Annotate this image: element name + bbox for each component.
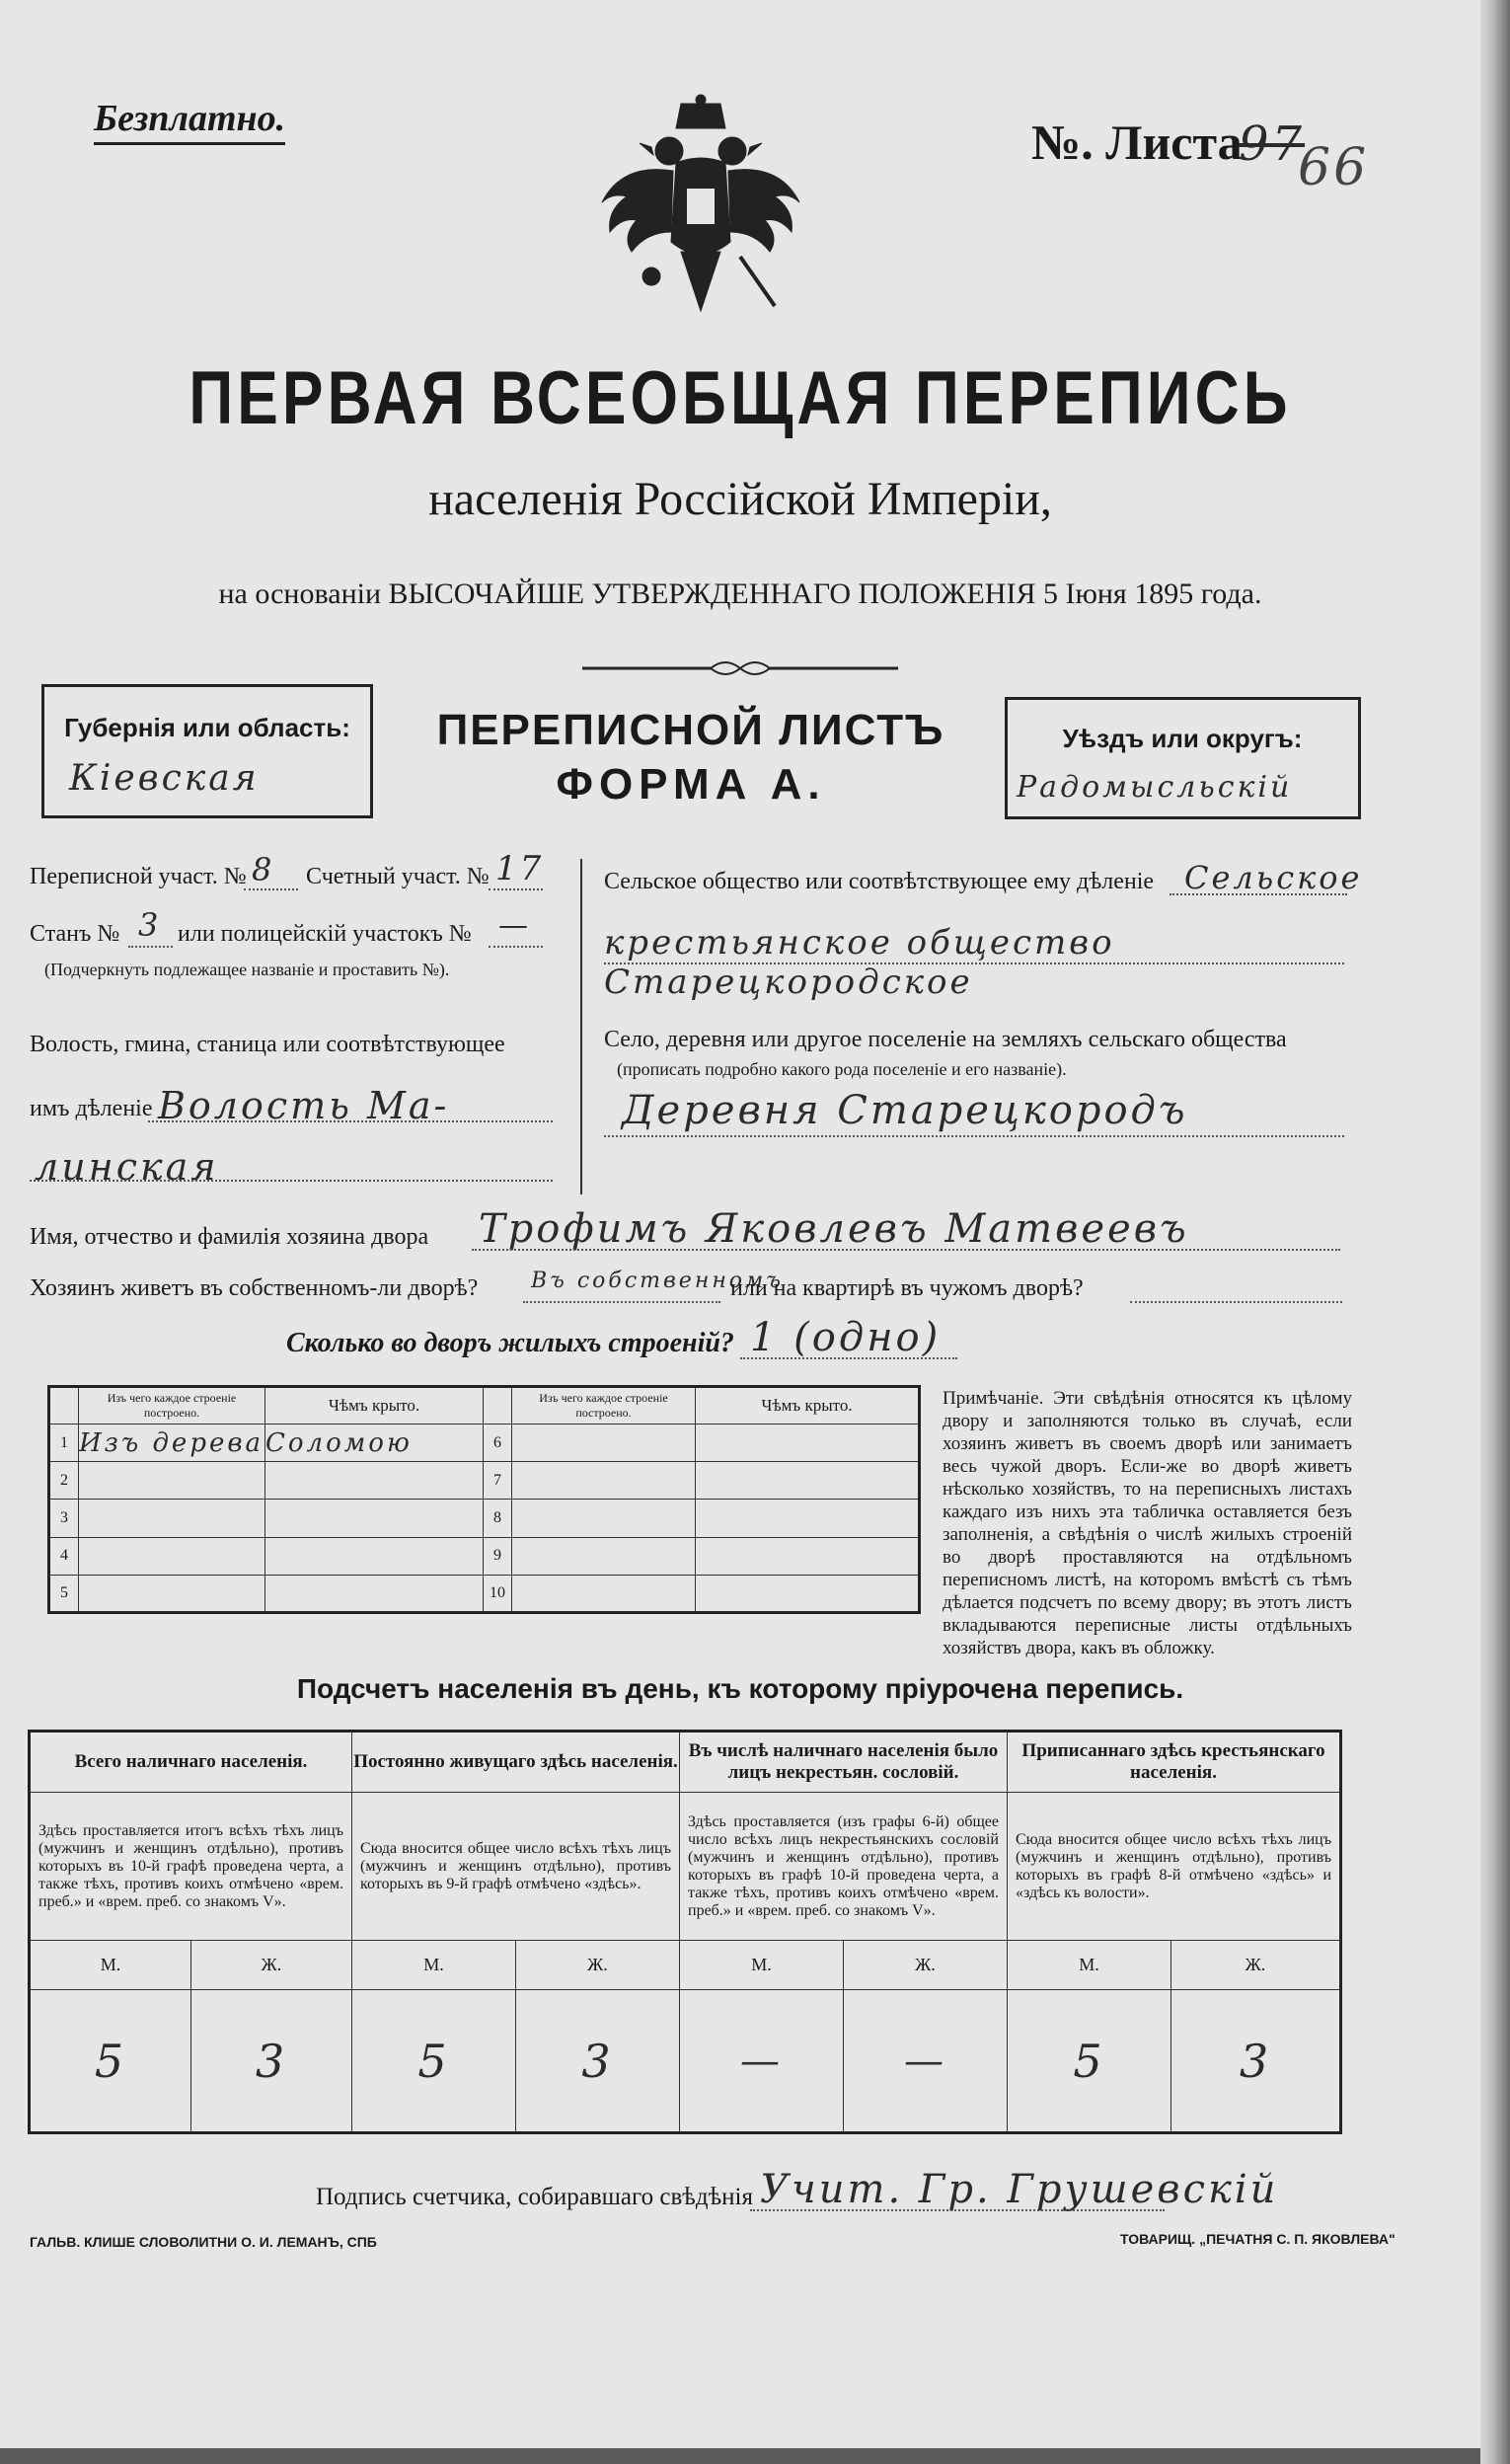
ornament-divider-icon <box>582 656 898 680</box>
male-count[interactable]: 5 <box>1008 1990 1171 2133</box>
male-header: М. <box>352 1941 516 1990</box>
female-header: Ж. <box>516 1941 680 1990</box>
table-row <box>49 1424 920 1462</box>
pop-col-desc: Сюда вносится общее число всѣхъ тѣхъ лицъ (мужчинъ и женщинъ отдѣльно), противъ которыхъ въ графѣ 8-й отмѣчено «здѣсь» и «здѣсь къ волости». <box>1008 1793 1341 1941</box>
sheet-number-label: №. Листа <box>1031 115 1243 170</box>
guberniya-value[interactable]: Кiевская <box>69 758 260 799</box>
volost-label-1: Волость, гмина, станица или соотвѣтствующее <box>30 1032 505 1057</box>
owner-label: Имя, отчество и фамилія хозяина двора <box>30 1224 429 1250</box>
male-count[interactable]: 5 <box>352 1990 516 2133</box>
fill-line <box>472 1249 1340 1251</box>
volost-value-1[interactable]: Волость Ма- <box>158 1084 450 1127</box>
material-cell[interactable] <box>79 1537 265 1575</box>
owner-value[interactable]: Трофимъ Яковлевъ Матвеевъ <box>479 1206 1189 1252</box>
table-header-roof: Чѣмъ крыто. <box>265 1387 484 1424</box>
female-count[interactable]: 3 <box>516 1990 680 2133</box>
roof-cell[interactable] <box>696 1575 920 1612</box>
pop-col-head: Приписаннаго здѣсь крестьянскаго населенія. <box>1008 1732 1341 1793</box>
uchastok-value[interactable]: 8 <box>252 851 275 888</box>
stan-value[interactable]: 3 <box>138 906 162 944</box>
fill-line <box>604 1135 1344 1137</box>
row-number: 2 <box>49 1462 79 1500</box>
page-edge <box>1480 0 1510 2464</box>
roof-cell[interactable] <box>696 1462 920 1500</box>
roof-cell[interactable] <box>265 1462 484 1500</box>
schetny-value[interactable]: 17 <box>495 849 545 888</box>
fill-line <box>523 1301 720 1303</box>
row-number: 9 <box>484 1537 512 1575</box>
roof-cell[interactable]: Соломою <box>265 1424 484 1462</box>
male-count[interactable]: 5 <box>30 1990 191 2133</box>
roof-cell[interactable] <box>265 1537 484 1575</box>
pop-col-desc: Здѣсь проставляется (изъ графы 6-й) общее число всѣхъ лицъ некрестьянскихъ сословій (мужчинъ и женщинъ отдѣльно), противъ которыхъ въ графѣ 10-й проведена черта, а также тѣхъ, противъ коихъ отмѣчено «врем. преб.» и «врем. преб. со знакомъ V». <box>680 1793 1008 1941</box>
roof-cell[interactable] <box>696 1424 920 1462</box>
buildings-value[interactable]: 1 (одно) <box>750 1315 942 1360</box>
table-row <box>49 1575 920 1612</box>
roof-cell[interactable] <box>265 1500 484 1537</box>
underline-note: (Подчеркнуть подлежащее названіе и проставить №). <box>44 960 450 979</box>
lives-label: Хозяинъ живетъ въ собственномъ-ли дворѣ? <box>30 1275 479 1301</box>
buildings-label: Сколько во дворъ жилыхъ строеній? <box>286 1328 734 1358</box>
population-title: Подсчетъ населенія въ день, къ которому пріурочена перепись. <box>296 1673 1184 1704</box>
police-label: или полицейскій участокъ № <box>178 921 472 947</box>
material-cell[interactable] <box>512 1537 696 1575</box>
pop-col-desc: Здѣсь проставляется итогъ всѣхъ тѣхъ лицъ (мужчинъ и женщинъ отдѣльно), противъ которыхъ въ 10-й графѣ проведена черта, а также тѣхъ, противъ коихъ отмѣчено «врем. преб.» и «врем. преб. со знакомъ V». <box>30 1793 352 1941</box>
selo-value[interactable]: Деревня Старецкородъ <box>622 1088 1188 1133</box>
material-cell[interactable]: Изъ дерева <box>79 1424 265 1462</box>
row-number: 1 <box>49 1424 79 1462</box>
material-cell[interactable] <box>512 1500 696 1537</box>
table-header-material: Изъ чего каждое строеніе построено. <box>512 1387 696 1424</box>
obshchestvo-value-1[interactable]: Сельское <box>1184 859 1363 896</box>
row-number: 6 <box>484 1424 512 1462</box>
table-header-num <box>49 1387 79 1424</box>
census-list-title: ПЕРЕПИСНОЙ ЛИСТЪ <box>436 706 945 754</box>
sheet-number-struck: 97 <box>1239 116 1306 172</box>
selo-label: Село, деревня или другое поселеніе на земляхъ сельскаго общества <box>604 1027 1287 1052</box>
uezd-value[interactable]: Радомысльскiй <box>1017 770 1293 805</box>
obshchestvo-value-2[interactable]: крестьянское общество Старецкородское <box>604 923 1115 1002</box>
table-row <box>49 1462 920 1500</box>
fill-line <box>1170 893 1347 895</box>
form-title: ФОРМА А. <box>556 760 826 808</box>
printer-right: ТОВАРИЩ. „ПЕЧАТНЯ С. П. ЯКОВЛЕВА" <box>1120 2231 1396 2247</box>
note-text: Примѣчаніе. Эти свѣдѣнія относятся къ цѣлому двору и заполняются только въ случаѣ, если хозяинъ живетъ въ своемъ дворѣ или занимаетъ весь чужой дворъ. Если-же во дворѣ живетъ нѣсколько хозяйствъ, то на переписныхъ листахъ каждаго изъ нихъ эта табличка оставляется безъ заполненія, а свѣдѣнія о числѣ жилыхъ строеній во дворѣ проставляются на отдѣльномъ переписномъ листѣ, на которомъ вмѣстѣ съ тѣмъ дѣлается подсчетъ по всему двору; въ этотъ листъ вкладываются переписные листы отдѣльныхъ хозяйствъ двора, какъ въ обложку. <box>943 1388 1352 1658</box>
roof-cell[interactable] <box>696 1500 920 1537</box>
fill-line <box>244 888 298 890</box>
female-header: Ж. <box>191 1941 352 1990</box>
female-count[interactable]: 3 <box>191 1990 352 2133</box>
fill-line <box>489 888 543 890</box>
fill-line <box>489 946 543 948</box>
signature-value[interactable]: Учит. Гр. Грушевскiй <box>760 2167 1279 2212</box>
pop-col-head: Въ числѣ наличнаго населенія было лицъ некрестьян. сословій. <box>680 1732 1008 1793</box>
row-number: 10 <box>484 1575 512 1612</box>
male-header: М. <box>1008 1941 1171 1990</box>
table-header-material: Изъ чего каждое строеніе построено. <box>79 1387 265 1424</box>
female-header: Ж. <box>844 1941 1008 1990</box>
page-subtitle: населенія Россійской Имперіи, <box>428 473 1052 525</box>
material-cell[interactable] <box>512 1462 696 1500</box>
population-table <box>28 1730 1342 2134</box>
uchastok-label: Переписной участ. № <box>30 864 247 889</box>
table-header-num <box>484 1387 512 1424</box>
pop-col-desc: Сюда вносится общее число всѣхъ тѣхъ лицъ (мужчинъ и женщинъ отдѣльно), противъ которыхъ въ 9-й графѣ отмѣчено «здѣсь». <box>352 1793 680 1941</box>
fill-line <box>604 962 1344 964</box>
imperial-eagle-icon <box>592 94 809 331</box>
material-cell[interactable] <box>512 1575 696 1612</box>
material-cell[interactable] <box>512 1424 696 1462</box>
table-row <box>49 1537 920 1575</box>
selo-note: (прописать подробно какого рода поселеніе и его названіе). <box>617 1059 1067 1079</box>
sheet-number-handwritten: 66 <box>1298 138 1370 197</box>
male-header: М. <box>680 1941 844 1990</box>
male-count[interactable]: — <box>680 1990 844 2133</box>
material-cell[interactable] <box>79 1462 265 1500</box>
schetny-label: Счетный участ. № <box>306 864 490 889</box>
signature-label: Подпись счетчика, собиравшаго свѣдѣнія <box>316 2184 753 2210</box>
page-title: ПЕРВАЯ ВСЕОБЩАЯ ПЕРЕПИСЬ <box>189 356 1292 440</box>
volost-label-2: имъ дѣленіе <box>30 1096 153 1121</box>
material-cell[interactable] <box>79 1500 265 1537</box>
guberniya-label: Губернія или область: <box>64 713 350 742</box>
fill-line <box>30 1180 553 1182</box>
material-cell[interactable] <box>79 1575 265 1612</box>
female-header: Ж. <box>1171 1941 1341 1990</box>
table-row <box>49 1500 920 1537</box>
lives-value[interactable]: Въ собственномъ <box>531 1269 784 1293</box>
pop-col-head: Всего наличнаго населенія. <box>30 1732 352 1793</box>
female-count[interactable]: — <box>844 1990 1008 2133</box>
row-number: 8 <box>484 1500 512 1537</box>
row-number: 3 <box>49 1500 79 1537</box>
obshchestvo-label: Сельское общество или соотвѣтствующее ему дѣленіе <box>604 869 1155 894</box>
fill-line <box>128 946 173 948</box>
male-header: М. <box>30 1941 191 1990</box>
pop-col-head: Постоянно живущаго здѣсь населенія. <box>352 1732 680 1793</box>
table-header-roof: Чѣмъ крыто. <box>696 1387 920 1424</box>
female-count[interactable]: 3 <box>1171 1990 1341 2133</box>
buildings-table <box>47 1385 921 1614</box>
fill-line <box>740 1357 957 1359</box>
fill-line <box>750 2209 1165 2211</box>
volost-value-2[interactable]: линская <box>35 1145 219 1189</box>
police-value[interactable]: — <box>498 908 531 943</box>
legal-basis: на основаніи ВЫСОЧАЙШЕ УТВЕРЖДЕННАГО ПОЛОЖЕНІЯ 5 Іюня 1895 года. <box>218 578 1262 610</box>
row-number: 7 <box>484 1462 512 1500</box>
printer-left: ГАЛЬВ. КЛИШЕ СЛОВОЛИТНИ О. И. ЛЕМАНЪ, СПБ <box>30 2234 377 2250</box>
row-number: 5 <box>49 1575 79 1612</box>
fill-line <box>1130 1301 1342 1303</box>
lives-label-2: или на квартирѣ въ чужомъ дворѣ? <box>730 1275 1084 1301</box>
roof-cell[interactable] <box>696 1537 920 1575</box>
free-label: Безплатно. <box>94 97 285 145</box>
row-number: 4 <box>49 1537 79 1575</box>
column-divider <box>580 859 582 1194</box>
stan-label: Станъ № <box>30 921 120 947</box>
uezd-label: Уѣздъ или округъ: <box>1062 724 1303 753</box>
fill-line <box>148 1120 553 1122</box>
roof-cell[interactable] <box>265 1575 484 1612</box>
